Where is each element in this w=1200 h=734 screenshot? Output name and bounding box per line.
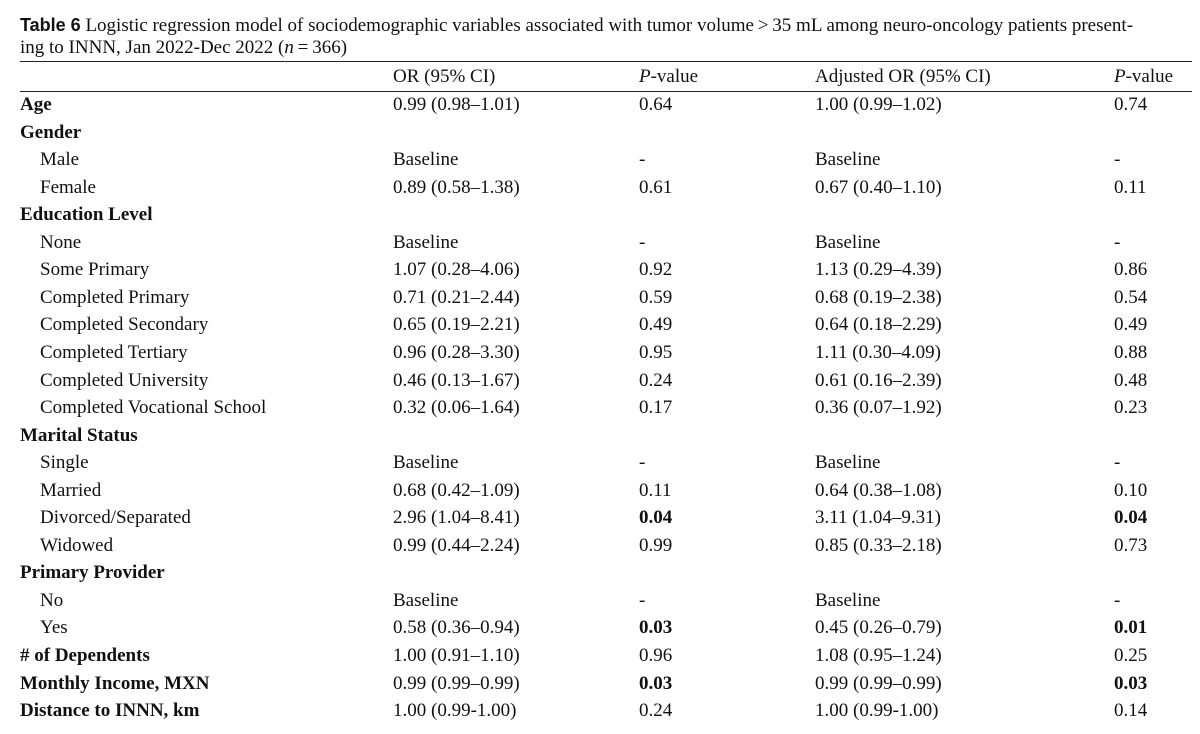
row-category-label: Completed Secondary <box>40 314 209 335</box>
cell-adjusted-or: 1.00 (0.99-1.00) <box>815 700 939 721</box>
cell-or: 0.96 (0.28–3.30) <box>393 342 520 363</box>
header-p-value <box>639 66 698 88</box>
row-variable-label: Primary Provider <box>20 562 165 583</box>
cell-p-value: 0.59 <box>639 287 673 308</box>
cell-adjusted-or: 0.99 (0.99–0.99) <box>815 673 942 694</box>
table-caption-line-1 <box>20 14 1192 37</box>
row-variable-label: Age <box>20 94 52 115</box>
cell-adjusted-p-value: - <box>1114 232 1121 253</box>
row-variable-label: Education Level <box>20 204 153 225</box>
table-caption-line-2 <box>20 37 1192 59</box>
cell-adjusted-or: 0.45 (0.26–0.79) <box>815 617 942 638</box>
cell-p-value: - <box>639 590 646 611</box>
header-p-italic: P <box>1114 66 1126 87</box>
cell-adjusted-or: Baseline <box>815 590 881 611</box>
cell-adjusted-p-value: 0.04 <box>1114 507 1148 528</box>
cell-or: 0.46 (0.13–1.67) <box>393 370 520 391</box>
cell-or: 0.89 (0.58–1.38) <box>393 177 520 198</box>
row-variable-label: Marital Status <box>20 425 138 446</box>
row-variable-label: # of Dependents <box>20 645 150 666</box>
cell-p-value: 0.92 <box>639 259 673 280</box>
cell-adjusted-or: 0.85 (0.33–2.18) <box>815 535 942 556</box>
cell-p-value: 0.96 <box>639 645 673 666</box>
caption-n-variable: n <box>284 37 294 58</box>
header-adjusted-p-value <box>1114 66 1173 88</box>
header-p-rest: -value <box>650 66 699 87</box>
row-category-label: Completed Primary <box>40 287 190 308</box>
header-p-italic: P <box>639 66 651 87</box>
cell-or: Baseline <box>393 149 459 170</box>
row-category-label: Single <box>40 452 89 473</box>
cell-or: Baseline <box>393 590 459 611</box>
cell-or: Baseline <box>393 452 459 473</box>
cell-p-value: 0.11 <box>639 480 672 501</box>
cell-p-value: 0.64 <box>639 94 673 115</box>
cell-adjusted-p-value: - <box>1114 590 1121 611</box>
row-category-label: Widowed <box>40 535 114 556</box>
cell-adjusted-or: 0.64 (0.38–1.08) <box>815 480 942 501</box>
cell-p-value: 0.95 <box>639 342 673 363</box>
row-variable-label: Monthly Income, MXN <box>20 673 210 694</box>
row-category-label: Completed Vocational School <box>40 397 267 418</box>
cell-adjusted-p-value: 0.03 <box>1114 673 1148 694</box>
table-header-rule <box>20 91 1192 92</box>
cell-or: 0.71 (0.21–2.44) <box>393 287 520 308</box>
row-variable-label: Gender <box>20 122 82 143</box>
cell-or: Baseline <box>393 232 459 253</box>
cell-p-value: 0.24 <box>639 370 673 391</box>
cell-or: 1.00 (0.91–1.10) <box>393 645 520 666</box>
cell-p-value: 0.03 <box>639 617 673 638</box>
cell-adjusted-or: Baseline <box>815 232 881 253</box>
cell-adjusted-p-value: 0.01 <box>1114 617 1148 638</box>
row-category-label: Completed Tertiary <box>40 342 188 363</box>
table-number-label: Table 6 <box>20 15 81 35</box>
cell-adjusted-p-value: - <box>1114 452 1121 473</box>
cell-adjusted-or: 1.11 (0.30–4.09) <box>815 342 941 363</box>
cell-or: 0.99 (0.44–2.24) <box>393 535 520 556</box>
row-category-label: No <box>40 590 64 611</box>
cell-or: 0.99 (0.99–0.99) <box>393 673 520 694</box>
caption-text-continued: ing to INNN, Jan 2022-Dec 2022 ( <box>20 37 285 58</box>
header-or: OR (95% CI) <box>393 66 496 87</box>
cell-adjusted-p-value: 0.48 <box>1114 370 1148 391</box>
row-category-label: Completed University <box>40 370 209 391</box>
cell-adjusted-or: Baseline <box>815 452 881 473</box>
cell-p-value: 0.99 <box>639 535 673 556</box>
cell-p-value: 0.03 <box>639 673 673 694</box>
row-category-label: Divorced/Separated <box>40 507 191 528</box>
cell-adjusted-or: 0.68 (0.19–2.38) <box>815 287 942 308</box>
cell-adjusted-or: 3.11 (1.04–9.31) <box>815 507 941 528</box>
cell-adjusted-or: 0.64 (0.18–2.29) <box>815 314 942 335</box>
cell-p-value: 0.24 <box>639 700 673 721</box>
row-variable-label: Distance to INNN, km <box>20 700 200 721</box>
cell-adjusted-p-value: 0.25 <box>1114 645 1148 666</box>
cell-adjusted-p-value: 0.74 <box>1114 94 1148 115</box>
cell-adjusted-or: 1.00 (0.99–1.02) <box>815 94 942 115</box>
cell-adjusted-p-value: 0.73 <box>1114 535 1148 556</box>
cell-adjusted-or: 1.08 (0.95–1.24) <box>815 645 942 666</box>
cell-adjusted-p-value: 0.14 <box>1114 700 1148 721</box>
cell-adjusted-p-value: 0.11 <box>1114 177 1147 198</box>
cell-p-value: - <box>639 232 646 253</box>
cell-p-value: 0.17 <box>639 397 673 418</box>
cell-adjusted-or: Baseline <box>815 149 881 170</box>
caption-text: Logistic regression model of sociodemographic variables associated with tumor volume > 35 mL among neuro-oncology patients present- <box>85 15 1134 36</box>
row-category-label: Some Primary <box>40 259 150 280</box>
row-category-label: Married <box>40 480 102 501</box>
cell-p-value: - <box>639 149 646 170</box>
cell-adjusted-p-value: 0.10 <box>1114 480 1148 501</box>
cell-p-value: 0.49 <box>639 314 673 335</box>
cell-or: 0.99 (0.98–1.01) <box>393 94 520 115</box>
cell-adjusted-p-value: 0.49 <box>1114 314 1148 335</box>
cell-adjusted-p-value: 0.23 <box>1114 397 1148 418</box>
cell-or: 1.00 (0.99-1.00) <box>393 700 517 721</box>
cell-adjusted-p-value: 0.86 <box>1114 259 1148 280</box>
cell-adjusted-or: 0.36 (0.07–1.92) <box>815 397 942 418</box>
cell-or: 0.32 (0.06–1.64) <box>393 397 520 418</box>
header-adjusted-or: Adjusted OR (95% CI) <box>815 66 991 87</box>
table-top-rule <box>20 61 1192 62</box>
cell-or: 1.07 (0.28–4.06) <box>393 259 520 280</box>
header-p-rest: -value <box>1125 66 1174 87</box>
cell-or: 0.65 (0.19–2.21) <box>393 314 520 335</box>
row-category-label: Female <box>40 177 96 198</box>
cell-adjusted-or: 0.61 (0.16–2.39) <box>815 370 942 391</box>
cell-p-value: 0.61 <box>639 177 673 198</box>
row-category-label: Yes <box>40 617 68 638</box>
row-category-label: Male <box>40 149 80 170</box>
cell-adjusted-p-value: 0.88 <box>1114 342 1148 363</box>
caption-n-value: = 366) <box>293 37 348 58</box>
cell-adjusted-or: 0.67 (0.40–1.10) <box>815 177 942 198</box>
row-category-label: None <box>40 232 82 253</box>
cell-or: 2.96 (1.04–8.41) <box>393 507 520 528</box>
cell-p-value: 0.04 <box>639 507 673 528</box>
cell-or: 0.58 (0.36–0.94) <box>393 617 520 638</box>
cell-adjusted-p-value: 0.54 <box>1114 287 1148 308</box>
cell-adjusted-or: 1.13 (0.29–4.39) <box>815 259 942 280</box>
cell-adjusted-p-value: - <box>1114 149 1121 170</box>
cell-p-value: - <box>639 452 646 473</box>
cell-or: 0.68 (0.42–1.09) <box>393 480 520 501</box>
